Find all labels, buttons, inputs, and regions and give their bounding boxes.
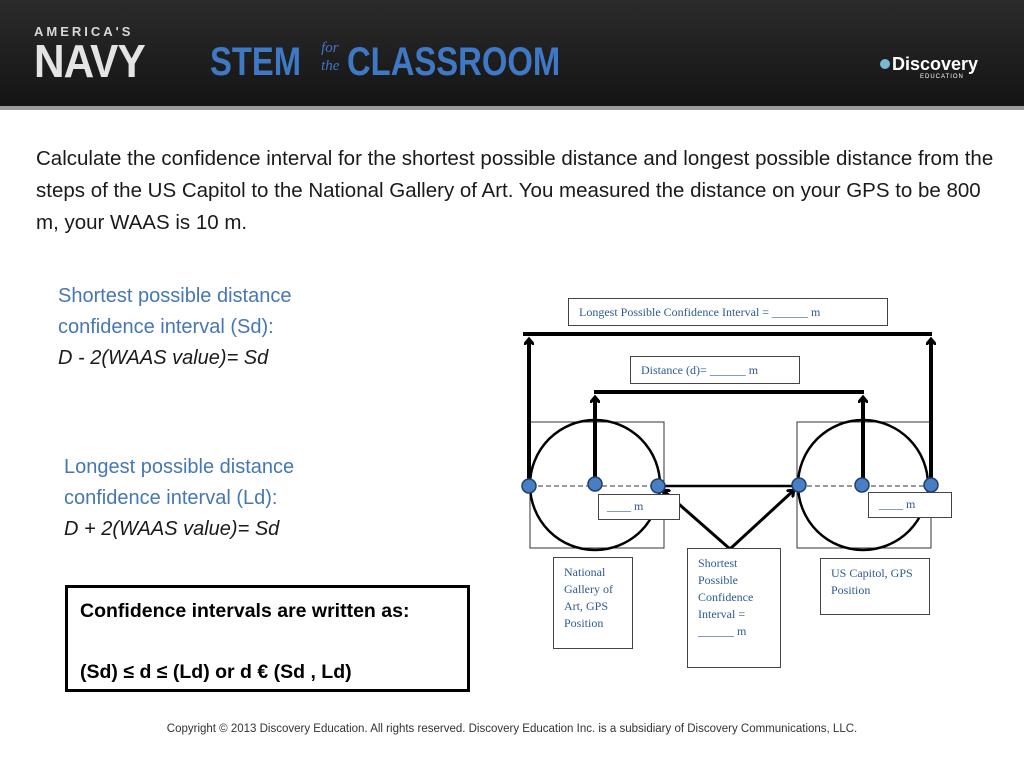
stem-for: for [321, 40, 339, 56]
shortest-title-line2: confidence interval (Sd): [58, 316, 274, 338]
copyright-notice: Copyright © 2013 Discovery Education. All rights reserved. Discovery Education Inc. is a subsidiary of Discovery Communications, LLC. [166, 723, 858, 735]
navy-wordmark: NAVY [34, 35, 145, 87]
nga-center-point [588, 477, 602, 491]
longest-title-line2: confidence interval (Ld): [64, 487, 278, 509]
discovery-sub: EDUCATION [920, 74, 964, 80]
capitol-near-edge-point [792, 478, 806, 492]
nga-radius-label: ____ m [598, 494, 680, 520]
notation-expression: (Sd) ≤ d ≤ (Ld) or d € (Sd , Ld) [80, 661, 352, 683]
capitol-position-label: US Capitol, GPS Position [820, 558, 930, 615]
capitol-radius-label: ____ m [868, 492, 952, 518]
longest-interval-label: Longest Possible Confidence Interval = ______ m [568, 298, 888, 326]
shortest-equation: D - 2(WAAS value)= Sd [58, 347, 269, 369]
longest-title-line1: Longest possible distance [64, 456, 295, 478]
capitol-far-edge-point [924, 478, 938, 492]
nga-position-label: National Gallery of Art, GPS Position [553, 557, 633, 649]
discovery-wordmark: Discovery [892, 54, 979, 74]
nga-near-edge-point [651, 479, 665, 493]
stem-the: the [321, 58, 340, 74]
stem-wordmark: STEM [210, 40, 302, 84]
shortest-right-pointer [730, 491, 793, 549]
problem-statement: Calculate the confidence interval for the shortest possible distance and longest possible distance from the steps of the US Capitol to the National Gallery of Art. You measured the distance on your GPS to be 800 m, your WAAS is 10 m. [36, 147, 994, 234]
notation-heading: Confidence intervals are written as: [80, 600, 410, 622]
longest-equation: D + 2(WAAS value)= Sd [64, 518, 280, 540]
navy-tagline: AMERICA'S [34, 24, 134, 39]
distance-label: Distance (d)= ______ m [630, 356, 800, 384]
shortest-title-line1: Shortest possible distance [58, 285, 292, 307]
capitol-center-point [855, 478, 869, 492]
nga-far-edge-point [522, 479, 536, 493]
shortest-interval-label: Shortest Possible Confidence Interval = ______ m [687, 548, 781, 668]
classroom-wordmark: CLASSROOM [347, 40, 561, 84]
